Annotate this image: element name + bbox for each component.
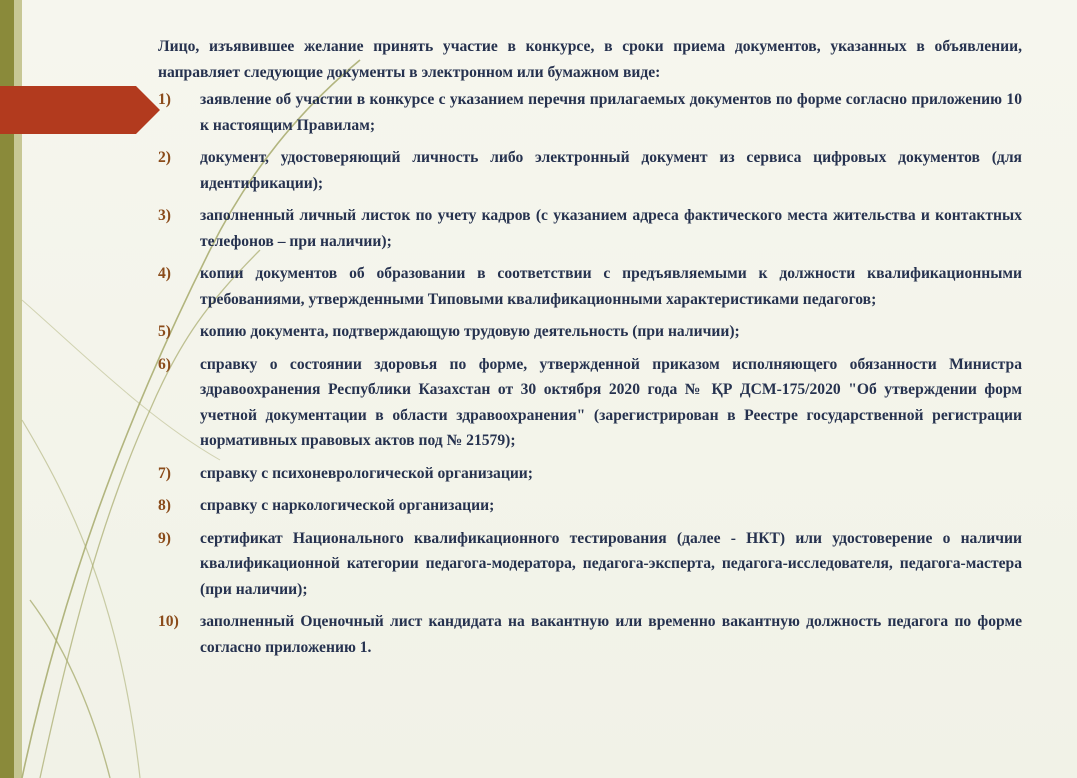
list-item bbox=[158, 87, 1022, 138]
list-item-text: заполненный личный листок по учету кадров (с указанием адреса фактического места жительства и контактных телефонов – при наличии); bbox=[200, 207, 1022, 250]
list-item-number: 6) bbox=[158, 355, 171, 373]
list-item-number: 2) bbox=[158, 149, 171, 166]
list-item-text: заполненный Оценочный лист кандидата на вакантную или временно вакантную должность педагога по форме согласно приложению 1. bbox=[200, 613, 1022, 656]
list-item-text: заявление об участии в конкурсе с указанием перечня прилагаемых документов по форме согласно приложению 10 к настоящим Правилам; bbox=[200, 91, 1022, 134]
list-item bbox=[158, 493, 1022, 519]
list-item-number: 3) bbox=[158, 207, 171, 224]
list-item-number: 8) bbox=[158, 497, 171, 514]
list-item bbox=[158, 352, 1022, 454]
list-item bbox=[158, 261, 1022, 312]
list-item bbox=[158, 145, 1022, 196]
list-item-number: 9) bbox=[158, 529, 171, 547]
list-item bbox=[158, 609, 1022, 660]
intro-paragraph: Лицо, изъявившее желание принять участие в конкурсе, в сроки приема документов, указанных в объявлении, направляет следующие документы в электронном или бумажном виде: bbox=[158, 38, 1022, 81]
list-item-number: 5) bbox=[158, 323, 171, 340]
list-item-text: справку с психоневрологической организации; bbox=[200, 464, 533, 482]
document-list bbox=[158, 87, 1022, 660]
list-item bbox=[158, 319, 1022, 345]
list-item-text: сертификат Национального квалификационного тестирования (далее - НКТ) или удостоверение о наличии квалификационной категории педагога-модератора, педагога-эксперта, педагога-исследователя, педагога-мастера (при наличии); bbox=[200, 529, 1022, 598]
list-item-text: документ, удостоверяющий личность либо электронный документ из сервиса цифровых документов (для идентификации); bbox=[200, 149, 1022, 192]
list-item-text: копии документов об образовании в соответствии с предъявляемыми к должности квалификационными требованиями, утвержденными Типовыми квалификационными характеристиками педагогов; bbox=[200, 265, 1022, 308]
red-arrow-banner bbox=[0, 86, 160, 134]
list-item bbox=[158, 203, 1022, 254]
list-item-number: 1) bbox=[158, 91, 171, 108]
list-item bbox=[158, 461, 1022, 487]
list-item-text: копию документа, подтверждающую трудовую деятельность (при наличии); bbox=[200, 323, 740, 340]
list-item-number: 7) bbox=[158, 464, 171, 482]
list-item bbox=[158, 526, 1022, 603]
list-item-text: справку с наркологической организации; bbox=[200, 497, 495, 514]
list-item-number: 10) bbox=[158, 613, 179, 630]
list-item-text: справку о состоянии здоровья по форме, утвержденной приказом исполняющего обязанности Министра здравоохранения Республики Казахстан от 30 октября 2020 года № ҚР ДСМ-175/2020 "Об утверждении форм учетной документации в области здравоохранения" (зарегистрирован в Реестре государственной регистрации нормативных правовых актов под № 21579); bbox=[200, 355, 1022, 449]
document-body bbox=[158, 34, 1022, 667]
list-item-number: 4) bbox=[158, 265, 171, 282]
